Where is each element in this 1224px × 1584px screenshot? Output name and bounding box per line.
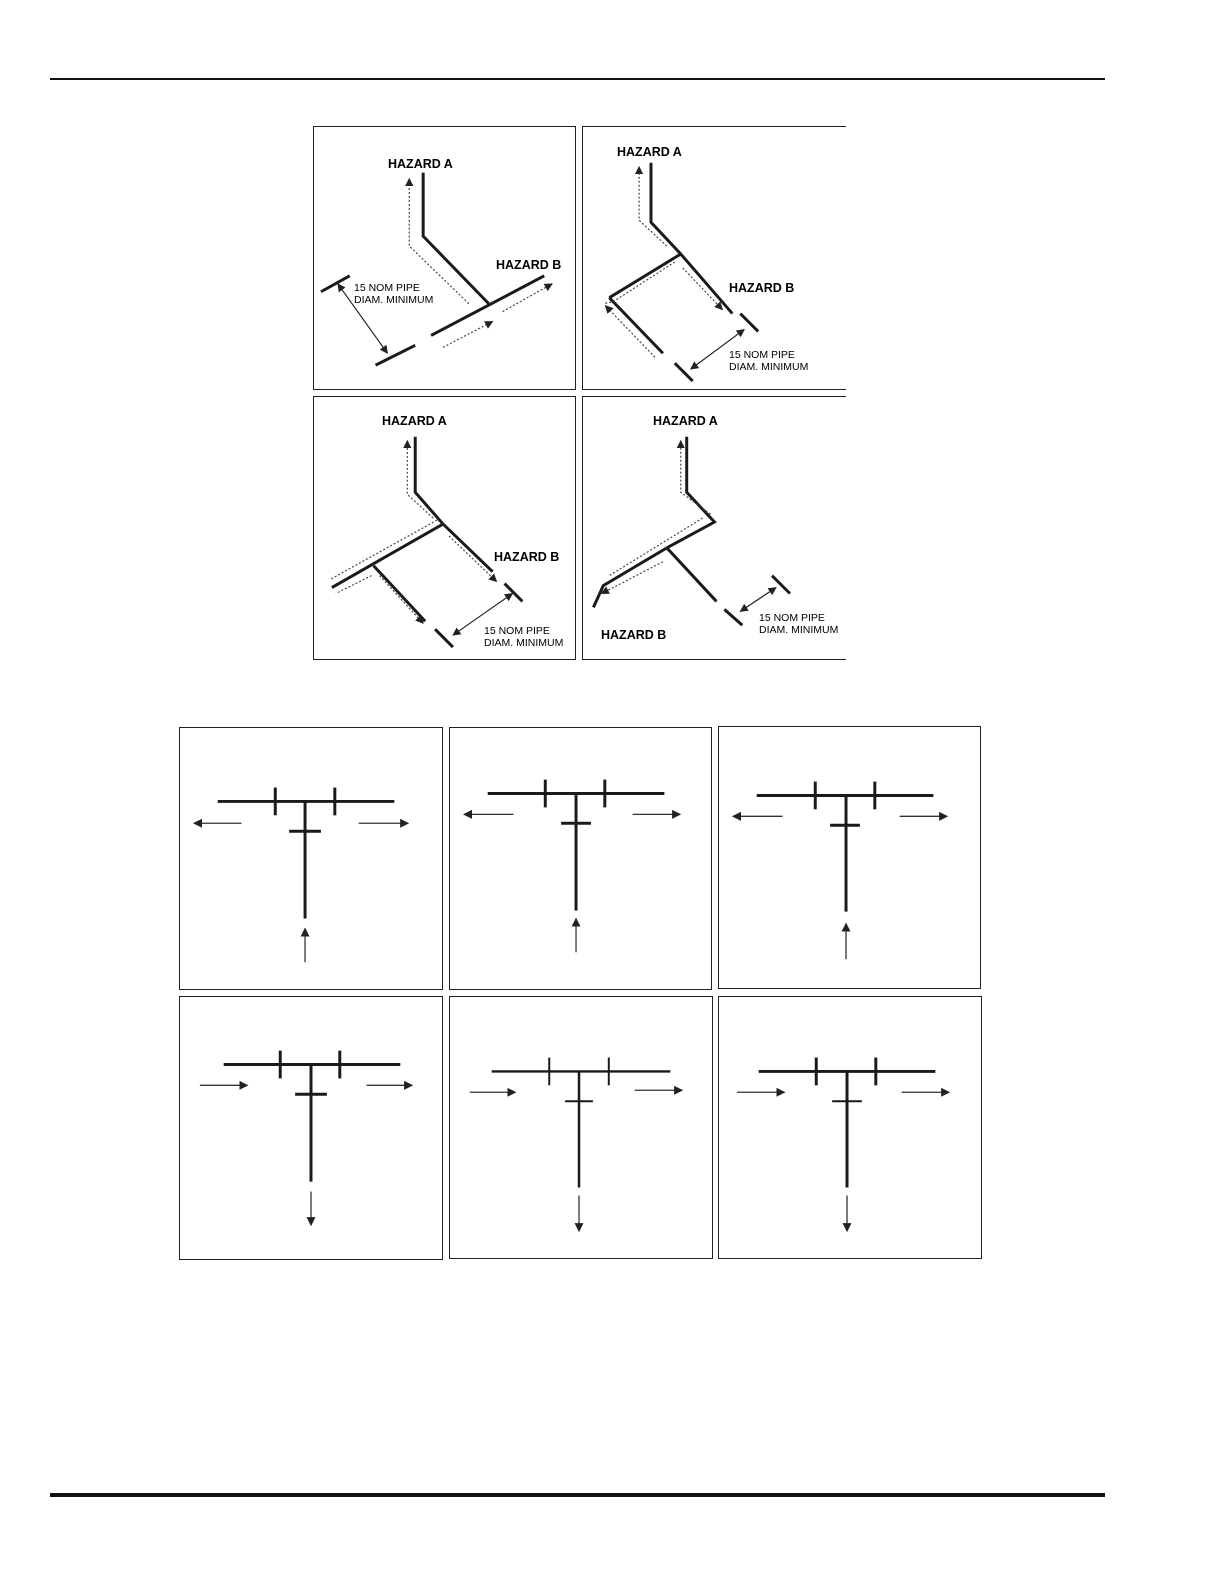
- pipe-hazard-a: [651, 163, 732, 314]
- tee-panel-1-drawing: [180, 728, 442, 989]
- pipe-cut-bottom: [724, 609, 742, 625]
- note-line-1: 15 NOM PIPE: [484, 625, 550, 637]
- hazard-panel-1: [313, 126, 576, 390]
- note-line-1: 15 NOM PIPE: [354, 282, 420, 294]
- dimension-note: [354, 282, 433, 306]
- tee-panel-1: [179, 727, 443, 990]
- flow-left-upper: [330, 520, 437, 580]
- tee-panel-5-drawing: [450, 997, 712, 1258]
- pipe-cut-right: [505, 584, 523, 602]
- tee-panel-3-drawing: [719, 727, 980, 988]
- note-line-1: 15 NOM PIPE: [729, 349, 795, 361]
- flow-to-hazard-b: [601, 562, 663, 594]
- label-hazard-b: HAZARD B: [494, 550, 560, 564]
- pipe-cut-bottom: [675, 363, 693, 381]
- pipe-main: [332, 524, 443, 588]
- dimension-note: [729, 349, 808, 373]
- note-line-2: DIAM. MINIMUM: [729, 361, 809, 373]
- tee-panel-4: [179, 996, 443, 1260]
- pipe-main-cut: [376, 345, 416, 365]
- tee-panel-4-drawing: [180, 997, 442, 1259]
- pipe-left-down: [609, 298, 663, 354]
- flow-down: [379, 576, 423, 624]
- hazard-panel-4: [582, 396, 846, 660]
- tee-panel-6-drawing: [719, 997, 981, 1258]
- flow-left-lower: [336, 576, 372, 594]
- tee-panel-2: [449, 727, 712, 990]
- note-line-2: DIAM. MINIMUM: [484, 637, 564, 649]
- flow-right: [449, 536, 497, 582]
- bottom-rule: [50, 1493, 1105, 1497]
- tick-right: [772, 576, 790, 594]
- flow-left-upper: [609, 518, 702, 576]
- pipe-hazard-a: [667, 437, 715, 548]
- flow-right: [683, 268, 723, 310]
- flow-to-hazard-b-2: [503, 284, 553, 312]
- label-hazard-a: HAZARD A: [617, 145, 682, 159]
- dimension-note: [484, 625, 563, 649]
- pipe-cut-right: [740, 314, 758, 332]
- flow-down-left: [605, 306, 655, 358]
- top-rule: [50, 78, 1105, 80]
- hazard-panel-2: [582, 126, 846, 390]
- tee-panel-3: [718, 726, 981, 989]
- label-hazard-a: HAZARD A: [382, 414, 447, 428]
- pipe-branch-down: [374, 566, 426, 622]
- label-hazard-b: HAZARD B: [729, 281, 795, 295]
- pipe-cut-bottom: [435, 629, 453, 647]
- pipe-main: [593, 548, 666, 608]
- note-line-2: DIAM. MINIMUM: [354, 294, 434, 306]
- tee-panel-2-drawing: [450, 728, 711, 989]
- note-line-2: DIAM. MINIMUM: [759, 624, 839, 636]
- hazard-panel-3-drawing: [314, 397, 575, 659]
- hazard-panel-3: [313, 396, 576, 660]
- label-hazard-b: HAZARD B: [496, 258, 562, 272]
- label-hazard-a: HAZARD A: [653, 414, 718, 428]
- note-line-1: 15 NOM PIPE: [759, 612, 825, 624]
- tee-panel-6: [718, 996, 982, 1259]
- pipe-hazard-a: [415, 437, 492, 572]
- tee-panel-5: [449, 996, 713, 1259]
- pipe-main: [431, 276, 544, 336]
- label-hazard-a: HAZARD A: [388, 157, 453, 171]
- pipe-branch: [609, 254, 680, 298]
- dimension-arrow: [740, 588, 776, 612]
- label-hazard-b: HAZARD B: [601, 628, 667, 642]
- flow-left: [603, 262, 674, 304]
- tick-left: [321, 276, 350, 292]
- pipe-branch-down: [667, 548, 717, 602]
- dimension-note: [759, 612, 838, 636]
